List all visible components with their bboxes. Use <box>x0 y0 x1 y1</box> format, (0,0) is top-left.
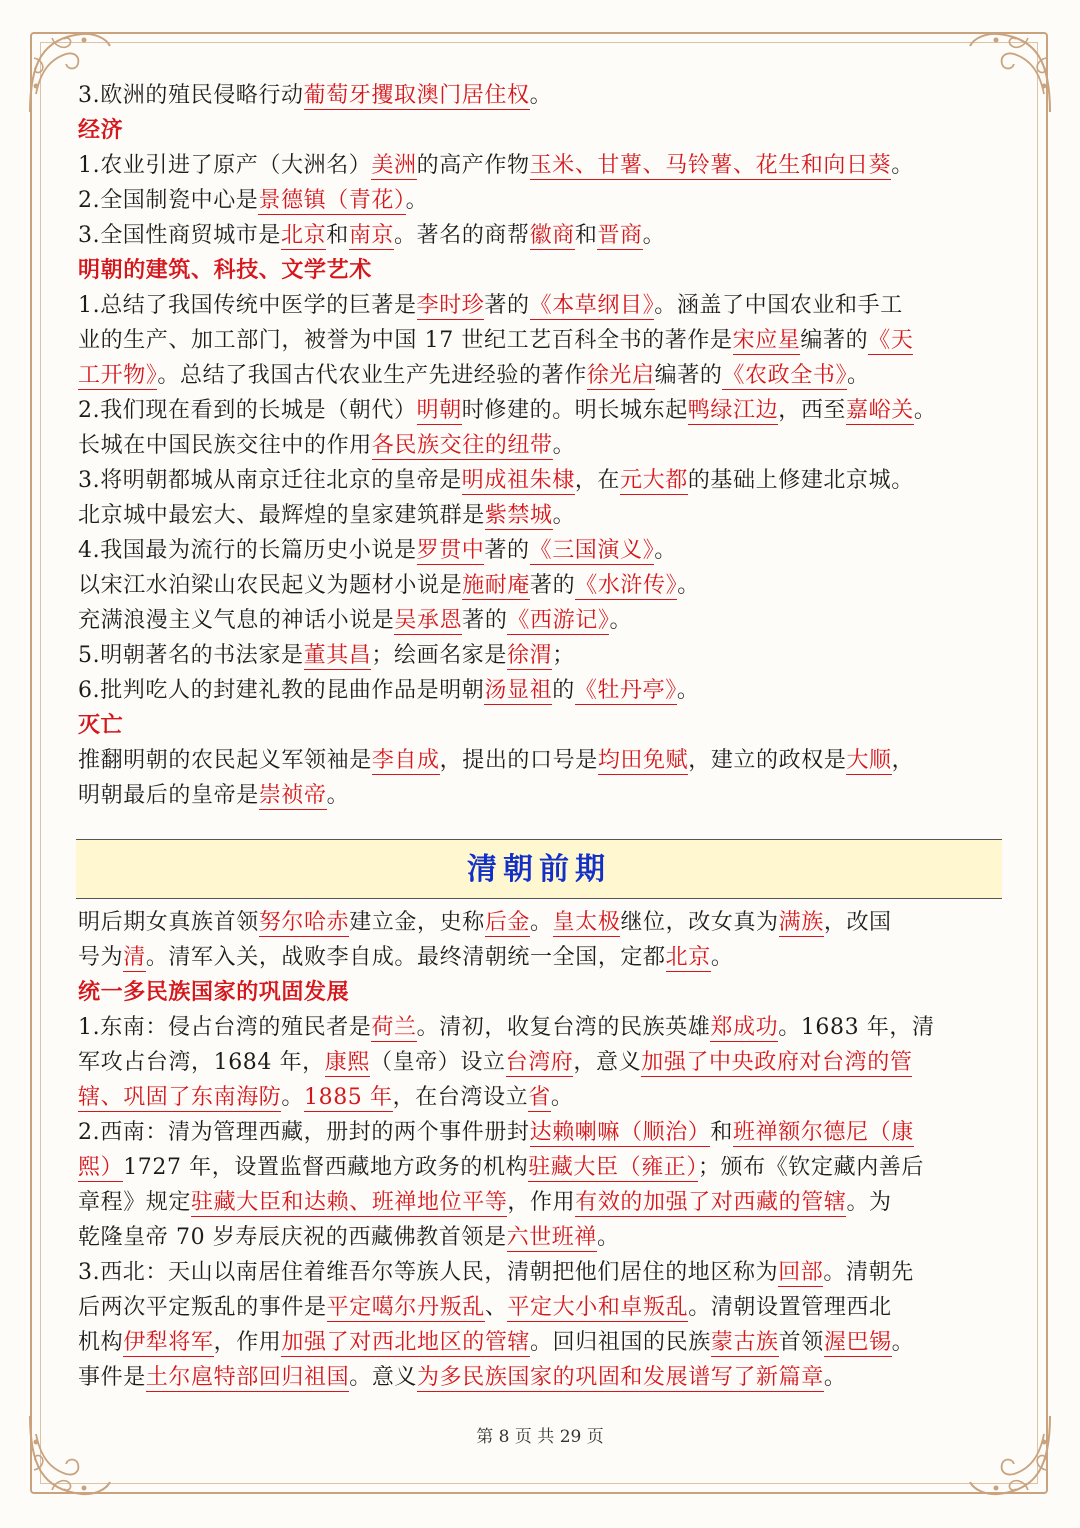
text-segment: 。清军入关，战败李自成。最终清朝统一全国，定都 <box>145 945 666 970</box>
answer-highlight: 董其昌 <box>303 643 372 668</box>
answer-highlight: 嘉峪关 <box>846 398 914 423</box>
answer-highlight: 宋应星 <box>732 328 801 353</box>
text-line <box>78 323 1006 358</box>
answer-highlight: 加强了中央政府对台湾的管 <box>641 1050 913 1075</box>
text-segment: 。 <box>609 608 633 633</box>
section-title-bar <box>76 839 1002 899</box>
answer-highlight: 清 <box>123 945 146 970</box>
text-line <box>78 1185 1006 1220</box>
text-segment: 。 <box>677 573 700 598</box>
text-line <box>78 1220 1006 1255</box>
text-segment: 著的 <box>530 573 576 598</box>
text-line <box>78 778 1006 813</box>
text-segment: 。 <box>326 783 350 808</box>
answer-highlight: 班禅额尔德尼（康 <box>733 1120 914 1145</box>
answer-highlight: 驻藏大臣和达赖、班禅地位平等 <box>191 1190 508 1215</box>
text-segment: 。 <box>823 1365 847 1390</box>
text-line <box>78 218 1006 253</box>
text-segment: 首领 <box>778 1330 824 1355</box>
answer-highlight: 《本草纲目》 <box>529 293 655 318</box>
text-segment: 明后期女真族首领 <box>78 910 259 935</box>
text-line <box>78 113 1006 148</box>
text-line <box>78 358 1006 393</box>
text-segment: ，改国 <box>823 910 892 935</box>
subheading: 统一多民族国家的巩固发展 <box>78 980 350 1005</box>
text-line <box>78 1255 1006 1290</box>
text-line <box>78 1045 1006 1080</box>
text-segment: 军攻占台湾，1684 年， <box>78 1050 325 1075</box>
text-line <box>78 1080 1006 1115</box>
answer-highlight: 《水浒传》 <box>575 573 678 598</box>
text-segment: 。 <box>550 1085 574 1110</box>
answer-highlight: 皇太极 <box>552 910 621 935</box>
answer-highlight: 大顺 <box>846 748 892 773</box>
text-line <box>78 253 1006 288</box>
text-segment: 3.欧洲的殖民侵略行动 <box>78 83 304 108</box>
subheading: 经济 <box>78 118 124 143</box>
text-segment: 2.西南：清为管理西藏，册封的两个事件册封 <box>78 1120 530 1145</box>
answer-highlight: 元大都 <box>620 468 688 493</box>
text-line <box>78 1290 1006 1325</box>
subheading: 灭亡 <box>78 713 124 738</box>
text-line <box>78 533 1006 568</box>
answer-highlight: 平定噶尔丹叛乱 <box>326 1295 485 1320</box>
answer-highlight: 《农政全书》 <box>722 363 848 388</box>
text-segment: 6.批判吃人的封建礼教的昆曲作品是明朝 <box>78 678 485 703</box>
text-line <box>78 183 1006 218</box>
answer-highlight: 回部 <box>778 1260 824 1285</box>
text-segment: ，作用 <box>213 1330 282 1355</box>
ming-section <box>78 78 1006 813</box>
answer-highlight: 蒙古族 <box>710 1330 779 1355</box>
text-segment: 的 <box>552 678 575 703</box>
answer-highlight: 施耐庵 <box>462 573 531 598</box>
text-segment: 的基础上修建北京城。 <box>687 468 914 493</box>
answer-highlight: 各民族交往的纽带 <box>371 433 553 458</box>
text-segment: 。总结了我国古代农业生产先进经验的著作 <box>157 363 587 388</box>
text-segment: 业的生产、加工部门，被誉为中国 17 世纪工艺百科全书的著作是 <box>78 328 733 353</box>
text-line <box>78 743 1006 778</box>
text-line <box>78 1150 1006 1185</box>
text-segment: ，作用 <box>507 1190 576 1215</box>
text-segment: 3.全国性商贸城市是 <box>78 223 281 248</box>
text-line <box>78 708 1006 743</box>
text-segment: 。清初，收复台湾的民族英雄 <box>416 1015 711 1040</box>
text-segment: 。涵盖了中国农业和手工 <box>654 293 903 318</box>
text-segment: ，意义 <box>573 1050 642 1075</box>
text-segment: 。 <box>552 503 576 528</box>
text-line <box>78 288 1006 323</box>
text-segment: 。 <box>281 1085 305 1110</box>
answer-highlight: 后金 <box>484 910 531 935</box>
answer-highlight: 李时珍 <box>416 293 485 318</box>
answer-highlight: 玉米、甘薯、马铃薯、花生和向日葵 <box>529 153 892 178</box>
text-segment: 。为 <box>846 1190 892 1215</box>
text-segment: 机构 <box>78 1330 124 1355</box>
answer-highlight: 加强了对西北地区的管辖 <box>281 1330 531 1355</box>
text-segment: （皇帝）设立 <box>370 1050 506 1075</box>
text-segment: 、 <box>484 1295 508 1320</box>
text-segment: ，西至 <box>778 398 847 423</box>
text-segment: 号为 <box>78 945 124 970</box>
document-body <box>78 78 1006 1395</box>
answer-highlight: 晋商 <box>597 223 643 248</box>
text-segment: 章程》规定 <box>78 1190 192 1215</box>
text-segment: ，建立的政权是 <box>688 748 847 773</box>
text-line <box>78 673 1006 708</box>
text-segment: ，在 <box>574 468 621 493</box>
text-segment: ；绘画名家是 <box>371 643 508 668</box>
text-segment: 。著名的商帮 <box>394 223 530 248</box>
answer-highlight: 罗贯中 <box>416 538 485 563</box>
text-segment: 4.我国最为流行的长篇历史小说是 <box>78 538 417 563</box>
answer-highlight: 明成祖朱棣 <box>461 468 575 493</box>
text-segment: 以宋江水泊梁山农民起义为题材小说是 <box>78 573 463 598</box>
section-title: 清朝前期 <box>467 851 611 887</box>
answer-highlight: 平定大小和卓叛乱 <box>507 1295 689 1320</box>
text-segment: 1.农业引进了原产（大洲名） <box>78 153 372 178</box>
text-segment: ； <box>552 643 575 668</box>
answer-highlight: 工开物》 <box>78 363 158 388</box>
answer-highlight: 徽商 <box>529 223 575 248</box>
page-number: 第 8 页 共 29 页 <box>476 1427 604 1447</box>
text-segment: 继位，改女真为 <box>620 910 779 935</box>
text-line <box>78 940 1006 975</box>
answer-highlight: 台湾府 <box>505 1050 574 1075</box>
text-segment: ；颁布《钦定藏内善后 <box>698 1155 925 1180</box>
answer-highlight: 南京 <box>348 223 395 248</box>
text-line <box>78 498 1006 533</box>
text-segment: 。 <box>710 945 734 970</box>
text-segment: 。意义 <box>349 1365 418 1390</box>
answer-highlight: 吴承恩 <box>394 608 463 633</box>
answer-highlight: 《西游记》 <box>507 608 610 633</box>
text-segment: 1727 年，设置监督西藏地方政务的机构 <box>123 1155 529 1180</box>
text-line <box>78 463 1006 498</box>
answer-highlight: 六世班禅 <box>506 1225 597 1250</box>
text-segment: 。 <box>530 910 553 935</box>
text-segment: 北京城中最宏大、最辉煌的皇家建筑群是 <box>78 503 485 528</box>
answer-highlight: 《天 <box>868 328 914 353</box>
text-segment: 3.将明朝都城从南京迁往北京的皇帝是 <box>78 468 462 493</box>
text-line <box>78 1360 1006 1395</box>
answer-highlight: 李自成 <box>371 748 440 773</box>
answer-highlight: 康熙 <box>324 1050 370 1075</box>
text-segment: 的高产作物 <box>416 153 530 178</box>
text-segment: 事件是 <box>78 1365 146 1390</box>
answer-highlight: 均田免赋 <box>597 748 689 773</box>
text-segment: 著的 <box>484 293 530 318</box>
text-segment: 建立金，史称 <box>349 910 485 935</box>
answer-highlight: 省 <box>528 1085 551 1110</box>
answer-highlight: 徐渭 <box>507 643 553 668</box>
text-segment: 充满浪漫主义气息的神话小说是 <box>78 608 395 633</box>
answer-highlight: 紫禁城 <box>484 503 553 528</box>
text-segment: 时修建的。明长城东起 <box>461 398 688 423</box>
text-line <box>78 975 1006 1010</box>
text-segment: 明朝最后的皇帝是 <box>78 783 259 808</box>
text-segment: 后两次平定叛乱的事件是 <box>78 1295 327 1320</box>
answer-highlight: 荷兰 <box>371 1015 417 1040</box>
text-line <box>78 603 1006 638</box>
text-line <box>78 428 1006 463</box>
text-segment: 。 <box>891 153 914 178</box>
text-segment: ，提出的口号是 <box>439 748 598 773</box>
text-segment: 推翻明朝的农民起义军领袖是 <box>78 748 372 773</box>
text-line <box>78 78 1006 113</box>
text-segment: ， <box>891 748 915 773</box>
text-segment: 和 <box>574 223 598 248</box>
answer-highlight: 有效的加强了对西藏的管辖 <box>575 1190 847 1215</box>
text-line <box>78 1115 1006 1150</box>
qing-section <box>78 905 1006 1395</box>
text-segment: 。 <box>552 433 576 458</box>
text-segment: 和 <box>326 223 349 248</box>
answer-highlight: 《牡丹亭》 <box>574 678 677 703</box>
text-segment: 3.西北：天山以南居住着维吾尔等族人民，清朝把他们居住的地区称为 <box>78 1260 779 1285</box>
text-line <box>78 638 1006 673</box>
text-segment: 乾隆皇帝 70 岁寿辰庆祝的西藏佛教首领是 <box>78 1225 507 1250</box>
text-line <box>78 393 1006 428</box>
answer-highlight: 明朝 <box>416 398 462 423</box>
answer-highlight: 徐光启 <box>586 363 655 388</box>
text-segment: 。 <box>676 678 700 703</box>
text-segment: 。 <box>642 223 666 248</box>
answer-highlight: 驻藏大臣（雍正） <box>528 1155 698 1180</box>
answer-highlight: 葡萄牙攫取澳门居住权 <box>303 83 530 108</box>
answer-highlight: 渥巴锡 <box>823 1330 892 1355</box>
answer-highlight: 崇祯帝 <box>258 783 327 808</box>
text-line <box>78 1010 1006 1045</box>
text-segment: 1.总结了我国传统中医学的巨著是 <box>78 293 417 318</box>
answer-highlight: 鸭绿江边 <box>687 398 779 423</box>
text-segment: 2.我们现在看到的长城是（朝代） <box>78 398 417 423</box>
text-line <box>78 1325 1006 1360</box>
text-segment: 5.明朝著名的书法家是 <box>78 643 304 668</box>
text-segment: 。回归祖国的民族 <box>530 1330 711 1355</box>
answer-highlight: 美洲 <box>371 153 417 178</box>
text-segment: 编著的 <box>654 363 723 388</box>
text-segment: 著的 <box>484 538 530 563</box>
text-segment: 。 <box>529 83 553 108</box>
answer-highlight: 郑成功 <box>710 1015 779 1040</box>
answer-highlight: 1885 年 <box>304 1085 393 1110</box>
answer-highlight: 为多民族国家的巩固和发展谱写了新篇章 <box>417 1365 824 1390</box>
answer-highlight: 北京 <box>665 945 711 970</box>
text-segment: 。 <box>847 363 870 388</box>
answer-highlight: 达赖喇嘛（顺治） <box>529 1120 711 1145</box>
answer-highlight: 土尔扈特部回归祖国 <box>145 1365 350 1390</box>
text-segment: 和 <box>710 1120 734 1145</box>
answer-highlight: 北京 <box>281 223 327 248</box>
text-segment: 。 <box>654 538 677 563</box>
text-segment: 编著的 <box>800 328 869 353</box>
text-segment: 著的 <box>462 608 508 633</box>
text-segment: 。1683 年，清 <box>778 1015 935 1040</box>
text-segment: 。 <box>913 398 937 423</box>
text-segment: 。 <box>405 188 429 213</box>
answer-highlight: 伊犁将军 <box>123 1330 214 1355</box>
text-segment: 长城在中国民族交往中的作用 <box>78 433 372 458</box>
answer-highlight: 熙） <box>78 1155 124 1180</box>
text-segment: ，在台湾设立 <box>392 1085 529 1110</box>
answer-highlight: 努尔哈赤 <box>258 910 350 935</box>
text-segment: 。 <box>891 1330 915 1355</box>
text-line <box>78 905 1006 940</box>
text-segment: 。 <box>597 1225 620 1250</box>
subheading: 明朝的建筑、科技、文学艺术 <box>78 258 372 283</box>
answer-highlight: 《三国演义》 <box>529 538 655 563</box>
answer-highlight: 景德镇（青花） <box>258 188 406 213</box>
answer-highlight: 汤显祖 <box>484 678 553 703</box>
text-segment: 1.东南：侵占台湾的殖民者是 <box>78 1015 372 1040</box>
text-line <box>78 568 1006 603</box>
text-line <box>78 148 1006 183</box>
text-segment: 。清朝先 <box>823 1260 914 1285</box>
answer-highlight: 满族 <box>778 910 824 935</box>
text-segment: 。清朝设置管理西北 <box>688 1295 892 1320</box>
answer-highlight: 辖、巩固了东南海防 <box>78 1085 282 1110</box>
text-segment: 2.全国制瓷中心是 <box>78 188 259 213</box>
